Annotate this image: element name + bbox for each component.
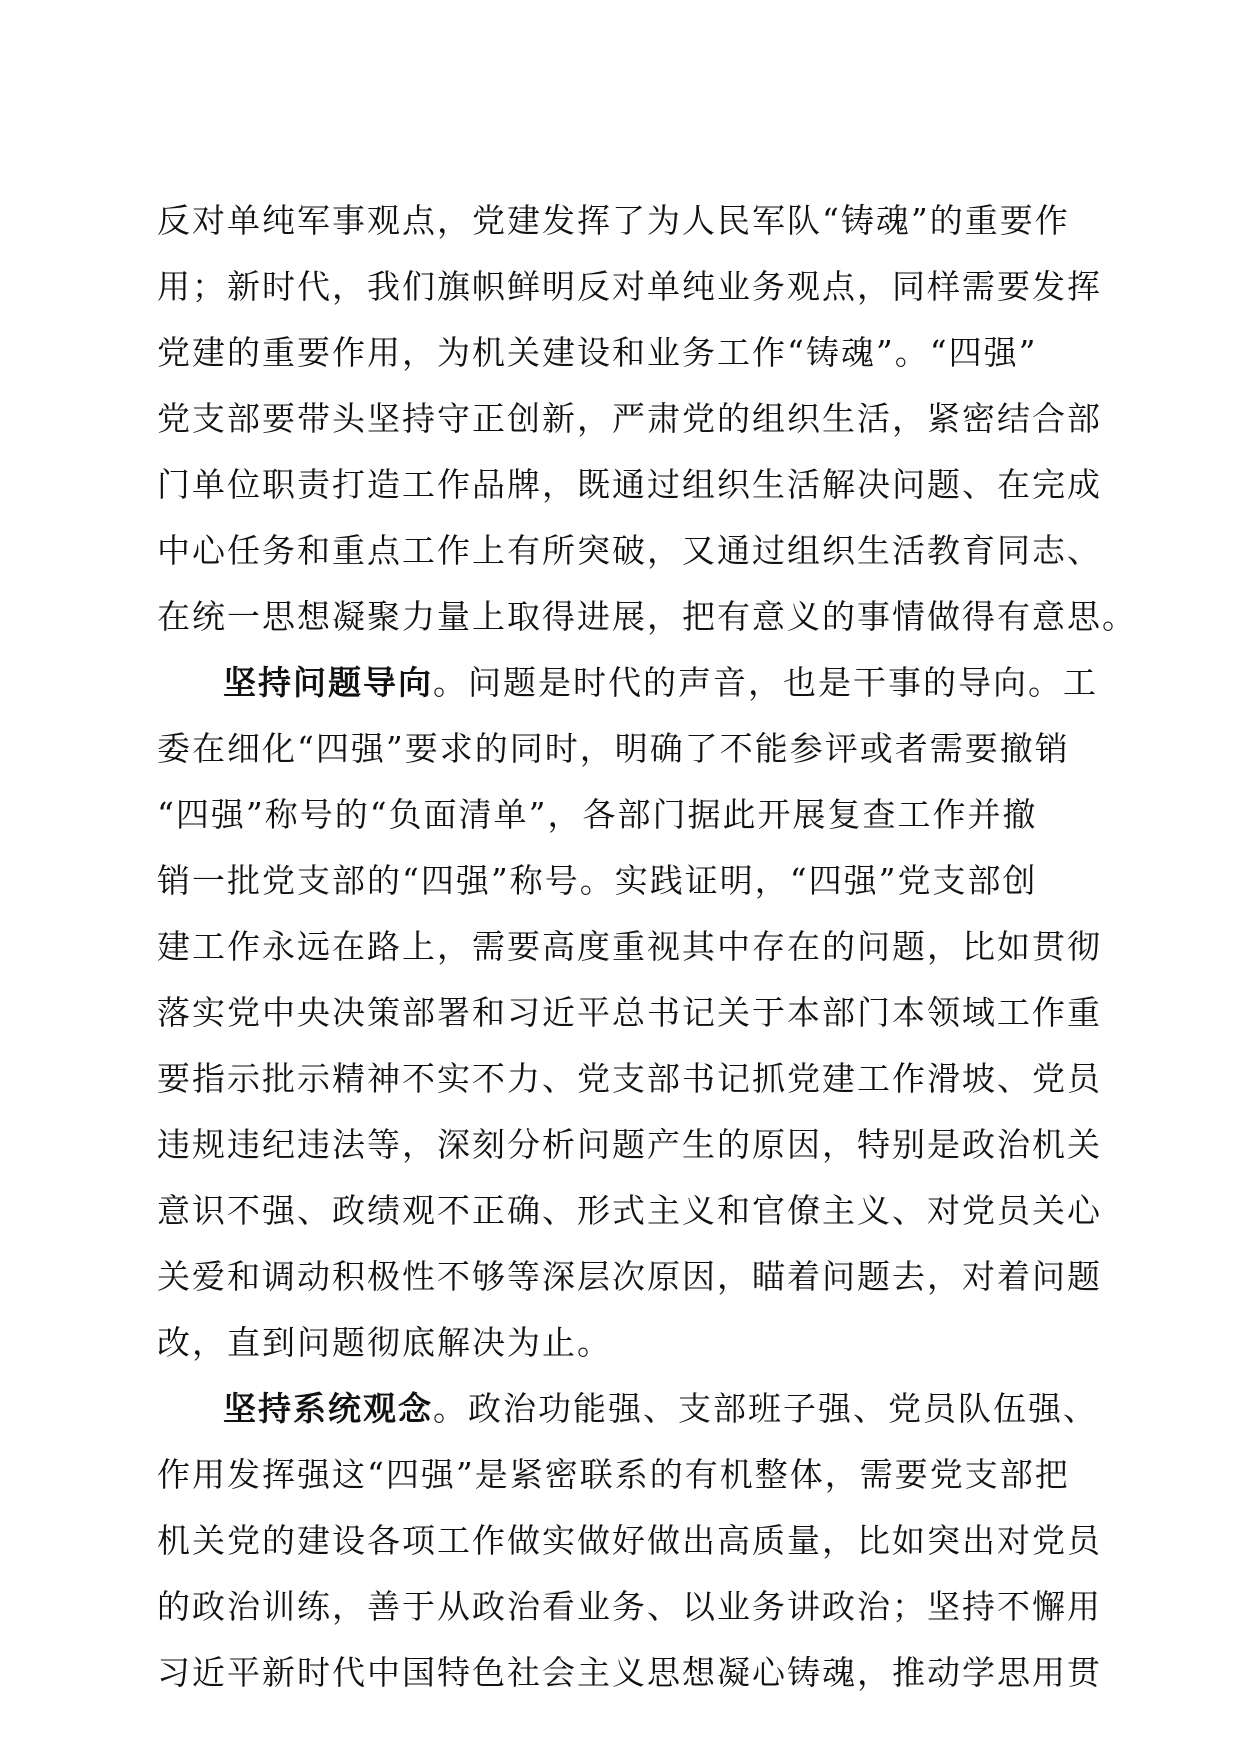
- text-line: 的政治训练，善于从政治看业务、以业务讲政治；坚持不懈用: [157, 1587, 1102, 1626]
- text-line: 习近平新时代中国特色社会主义思想凝心铸魂，推动学思用贯: [157, 1653, 1102, 1692]
- paragraph-1: [157, 188, 1137, 650]
- text-line: 党支部要带头坚持守正创新，严肃党的组织生活，紧密结合部: [157, 399, 1102, 438]
- text-line: “四强”称号的“负面清单”，各部门据此开展复查工作并撤: [157, 795, 1038, 834]
- text-line: 销一批党支部的“四强”称号。实践证明，“四强”党支部创: [157, 861, 1038, 900]
- text-run: 。问题是时代的声音，也是干事的导向。工: [433, 663, 1098, 702]
- text-line: 建工作永远在路上，需要高度重视其中存在的问题，比如贯彻: [157, 927, 1102, 966]
- paragraph-heading: 坚持系统观念: [223, 1389, 433, 1428]
- paragraph-heading: 坚持问题导向: [223, 663, 433, 702]
- text-run: 。政治功能强、支部班子强、党员队伍强、: [433, 1389, 1098, 1428]
- text-line: 机关党的建设各项工作做实做好做出高质量，比如突出对党员: [157, 1521, 1102, 1560]
- text-line: 门单位职责打造工作品牌，既通过组织生活解决问题、在完成: [157, 465, 1102, 504]
- text-line: 反对单纯军事观点，党建发挥了为人民军队“铸魂”的重要作: [157, 201, 1070, 240]
- text-line: 委在细化“四强”要求的同时，明确了不能参评或者需要撤销: [157, 729, 1070, 768]
- text-line: 关爱和调动积极性不够等深层次原因，瞄着问题去，对着问题: [157, 1257, 1102, 1296]
- body-text: [157, 188, 1137, 1706]
- text-line: 意识不强、政绩观不正确、形式主义和官僚主义、对党员关心: [157, 1191, 1102, 1230]
- text-line: [157, 1376, 1098, 1442]
- paragraph-3: [157, 1376, 1102, 1706]
- paragraph-2: [157, 650, 1102, 1376]
- text-line: 在统一思想凝聚力量上取得进展，把有意义的事情做得有意思。: [157, 597, 1137, 636]
- text-line: 违规违纪违法等，深刻分析问题产生的原因，特别是政治机关: [157, 1125, 1102, 1164]
- text-line: 作用发挥强这“四强”是紧密联系的有机整体，需要党支部把: [157, 1455, 1070, 1494]
- text-line: 改，直到问题彻底解决为止。: [157, 1323, 612, 1362]
- text-line: 用；新时代，我们旗帜鲜明反对单纯业务观点，同样需要发挥: [157, 267, 1102, 306]
- text-line: [157, 650, 1098, 716]
- text-line: 党建的重要作用，为机关建设和业务工作“铸魂”。“四强”: [157, 333, 1038, 372]
- text-line: 中心任务和重点工作上有所突破，又通过组织生活教育同志、: [157, 531, 1102, 570]
- text-line: 落实党中央决策部署和习近平总书记关于本部门本领域工作重: [157, 993, 1102, 1032]
- text-line: 要指示批示精神不实不力、党支部书记抓党建工作滑坡、党员: [157, 1059, 1102, 1098]
